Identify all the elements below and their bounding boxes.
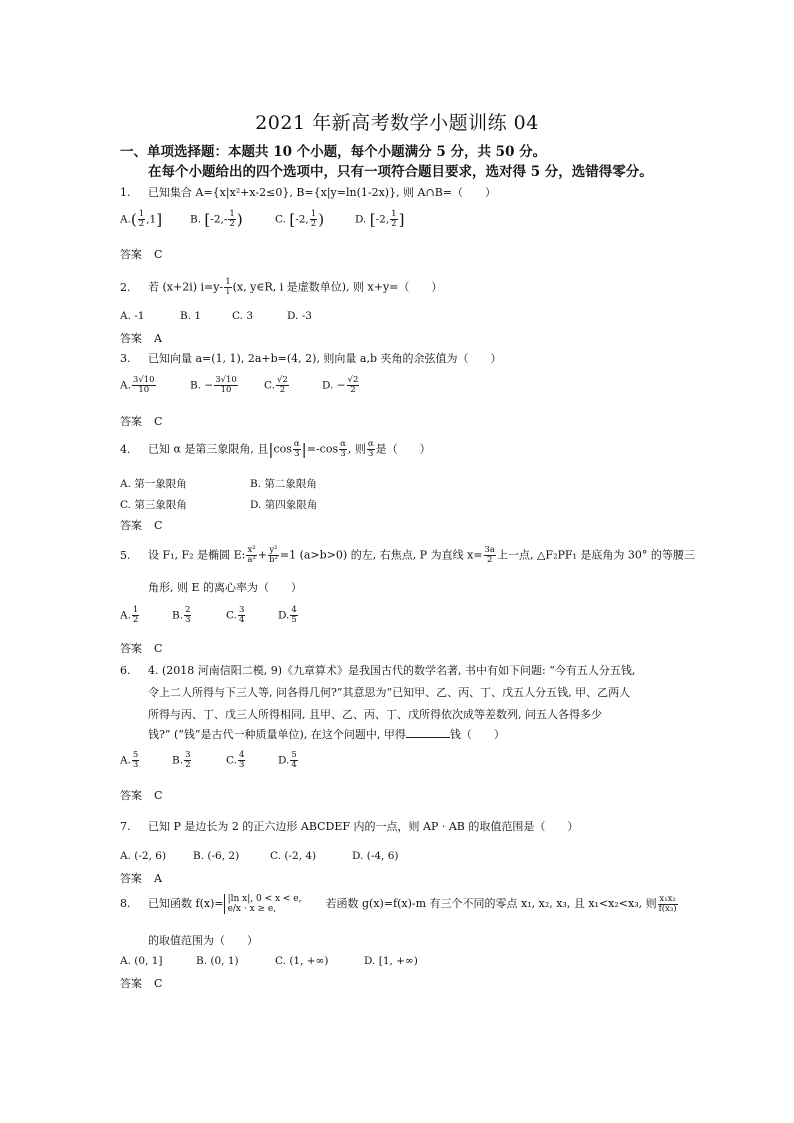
q3-answer: 答案 C: [120, 415, 163, 428]
question-1: 1. 已知集合 A={x|x²+x-2≤0}, B={x|y=ln(1-2x)}, 则 A∩B=（ ）: [120, 186, 497, 199]
q1-option-b: B. [-2,- $\frac{1}{2}$ ): [190, 209, 243, 229]
q1-answer: 答案 C: [120, 248, 163, 261]
question-6-line-2: 令上二人所得与下三人等, 问各得几何?”其意思为“已知甲、乙、丙、丁、戊五人分五钱, 甲、乙两人: [148, 686, 631, 699]
question-5: 5. 设 F₁, F₂ 是椭圆 E: $\frac{\text{x²}}{\text{a²}}$ + $\frac{\text{y²}}{\text{b²}}$ =1 (a>b>0) 的左, 右焦点, P 为直线 x= $\frac{3a}{2}$ 上一点, △F₂PF₁ 是底角为 30° 的等腰三: [120, 545, 695, 565]
q8-answer: 答案 C: [120, 977, 163, 990]
question-4: 4. 已知 α 是第三象限角, 且|cos $\frac{\alpha}{3}$ |=-cos $\frac{\alpha}{3}$ , 则 $\frac{\alpha}{3}$ 是（ ）: [120, 439, 431, 459]
q8-option-c: C. (1, +∞): [275, 955, 329, 967]
q6-option-c: C. $\frac{4}{3}$: [226, 750, 245, 770]
piecewise-function: |ln x|, 0 < x < e, e/x · x ≥ e,: [224, 894, 302, 914]
q7-option-a: A. (-2, 6): [120, 850, 167, 862]
q3-option-b: B. − $\frac{3√10}{10}$: [190, 375, 237, 395]
section-instruction: 在每个小题给出的四个选项中，只有一项符合题目要求，选对得 5 分，选错得零分。: [148, 164, 653, 180]
q4-option-d: D. 第四象限角: [250, 499, 318, 511]
q8-option-b: B. (0, 1): [196, 955, 239, 967]
answer-blank: [406, 727, 450, 738]
q5-option-b: B. $\frac{2}{3}$: [172, 605, 191, 625]
question-8: 8. 已知函数 f(x)= |ln x|, 0 < x < e, e/x · x ≥ e, 若函数 g(x)=f(x)-m 有三个不同的零点 x₁, x₂, x₃, 且 x₁<x₂<x₃, 则 $\frac{\text{x₁x₂}}{\text{f(x₃)}}$: [120, 893, 677, 914]
q8-option-d: D. [1, +∞): [364, 955, 418, 967]
q5-option-a: A. $\frac{1}{2}$: [120, 605, 139, 625]
q7-option-c: C. (-2, 4): [270, 850, 317, 862]
q7-option-d: D. (-4, 6): [352, 850, 399, 862]
question-8-cont: 的取值范围为（ ）: [148, 934, 258, 947]
q6-option-a: A. $\frac{5}{3}$: [120, 750, 139, 770]
q4-option-c: C. 第三象限角: [120, 499, 187, 511]
q6-option-d: D. $\frac{5}{4}$: [278, 750, 297, 770]
q2-option-d: D. -3: [287, 310, 312, 322]
q2-option-b: B. 1: [180, 310, 202, 322]
q4-answer: 答案 C: [120, 519, 163, 532]
question-2: 2. 若 (x+2i) i=y- $\frac{1}{i}$ (x, y∈R, i 是虚数单位), 则 x+y=（ ）: [120, 277, 443, 297]
q7-answer: 答案 A: [120, 872, 162, 885]
q6-option-b: B. $\frac{3}{2}$: [172, 750, 191, 770]
q2-option-c: C. 3: [232, 310, 254, 322]
q5-option-d: D. $\frac{4}{5}$: [278, 605, 297, 625]
q4-option-b: B. 第二象限角: [250, 478, 317, 490]
section-heading: 一、单项选择题：本题共 10 个小题，每个小题满分 5 分，共 50 分。: [120, 144, 547, 160]
question-3: 3. 已知向量 a=(1, 1), 2a+b=(4, 2), 则向量 a,b 夹角的余弦值为（ ）: [120, 352, 502, 365]
question-7: 7. 已知 P 是边长为 2 的正六边形 ABCDEF 内的一点，则 AP · AB 的取值范围是（ ）: [120, 820, 579, 833]
q4-option-a: A. 第一象限角: [120, 478, 187, 490]
q3-option-a: A. $\frac{3√10}{10}$: [120, 375, 155, 395]
q3-option-d: D. − $\frac{√2}{2}$: [322, 375, 359, 395]
q8-option-a: A. (0, 1]: [120, 955, 163, 967]
question-6-line-1: 6. 4. (2018 河南信阳二模, 9)《九章算术》是我国古代的数学名著, 书中有如下问题: “今有五人分五钱,: [120, 664, 636, 677]
q2-answer: 答案 A: [120, 332, 162, 345]
q1-option-a: A.( $\frac{1}{2}$ ,1]: [120, 209, 163, 229]
q7-option-b: B. (-6, 2): [193, 850, 240, 862]
q2-option-a: A. -1: [120, 310, 145, 322]
q1-option-c: C. [-2, $\frac{1}{2}$ ): [275, 209, 325, 229]
q5-answer: 答案 C: [120, 642, 163, 655]
q3-option-c: C. $\frac{√2}{2}$: [264, 375, 288, 395]
question-6-line-4: 钱?” (“钱”是古代一种质量单位), 在这个问题中, 甲得 钱（ ）: [148, 728, 505, 741]
q5-option-c: C. $\frac{3}{4}$: [226, 605, 245, 625]
q6-answer: 答案 C: [120, 789, 163, 802]
question-6-line-3: 所得与丙、丁、戊三人所得相同, 且甲、乙、丙、丁、戊所得依次成等差数列, 问五人各得多少: [148, 708, 602, 721]
q1-option-d: D. [-2, $\frac{1}{2}$ ]: [355, 209, 405, 229]
page-title: 2021 年新高考数学小题训练 04: [255, 112, 539, 134]
question-5-cont: 角形, 则 E 的离心率为（ ）: [148, 581, 303, 594]
